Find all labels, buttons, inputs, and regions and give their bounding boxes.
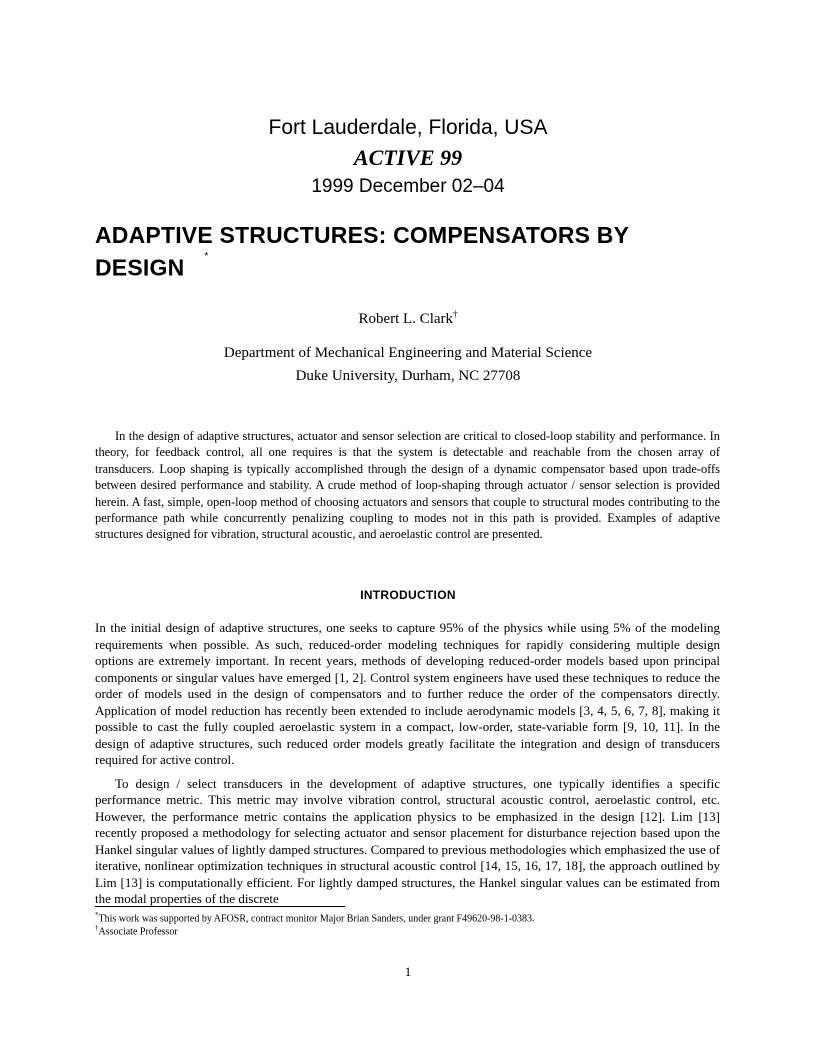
author-footnote-mark: † <box>453 309 458 319</box>
section-heading: INTRODUCTION <box>360 588 456 602</box>
abstract-text: In the design of adaptive structures, actuator and sensor selection are critical to closed-loop stability and performance. In theory, for feedback control, all one requires is that the system is detectable and reachable from the chosen array of transducers. Loop shaping is typically accomplished through the design of a dynamic compensator based upon trade-offs between desired performance and stability. A crude method of loop-shaping through actuator / sensor selection is provided herein. A fast, simple, open-loop method of choosing actuators and sensors that couple to structural modes contributing to the performance path while concurrently penalizing coupling to modes not in this path is provided. Examples of adaptive structures designed for vibration, structural acoustic, and aeroelastic control are presented. <box>95 429 720 542</box>
affiliation-department: Department of Mechanical Engineering and Material Science <box>223 345 593 361</box>
affiliation-university: Duke University, Durham, NC 27708 <box>295 368 521 384</box>
conference-location: Fort Lauderdale, Florida, USA <box>268 116 548 139</box>
paper-title-line2: DESIGN <box>95 254 185 281</box>
abstract <box>95 428 720 543</box>
paper-title-line1: ADAPTIVE STRUCTURES: COMPENSATORS BY <box>95 222 630 248</box>
footnote-text: Associate Professor <box>98 926 178 938</box>
author-name: Robert L. Clark <box>358 311 454 327</box>
paper-title <box>95 220 735 283</box>
conference-dates: 1999 December 02–04 <box>311 176 505 197</box>
footnote-text: This work was supported by AFOSR, contract monitor Major Brian Sanders, under grant F49620-98-1-0383. <box>98 913 535 925</box>
conference-name: ACTIVE 99 <box>353 145 463 170</box>
body-paragraph: In the initial design of adaptive structures, one seeks to capture 95% of the physics while using 5% of the modeling requirements when possible. As such, reduced-order modeling techniques for rapidly considering multiple design options are extremely important. In recent years, methods of developing reduced-order models based upon principal components or singular values have emerged [1, 2]. Control system engineers have used these techniques to reduce the order of models used in the design of compensators and to further reduce the order of the compensators directly. Application of model reduction has recently been extended to include aerodynamic models [3, 4, 5, 6, 7, 8], making it possible to cast the fully coupled aeroelastic system in a compact, low-order, state-variable form [9, 10, 11]. In the design of adaptive structures, such reduced order models greatly facilitate the integration and design of transducers required for active control. <box>95 620 720 767</box>
body-paragraph: To design / select transducers in the development of adaptive structures, one typically identifies a specific performance metric. This metric may involve vibration control, structural acoustic control, aeroelastic control, etc. However, the performance metric contains the application physics to be emphasized in the design [12]. Lim [13] recently proposed a methodology for selecting actuator and sensor placement for disturbance rejection based upon the Hankel singular values of lightly damped structures. Compared to previous methodologies which emphasized the use of iterative, nonlinear optimization techniques in structural acoustic control [14, 15, 16, 17, 18], the approach outlined by Lim [13] is computationally efficient. For lightly damped structures, the Hankel singular values can be estimated from the modal properties of the discrete <box>95 775 720 906</box>
footnote-divider <box>95 906 345 907</box>
footnote-funding <box>95 911 720 924</box>
body-text <box>95 620 720 915</box>
author-line <box>0 309 816 328</box>
title-footnote-mark: * <box>204 251 209 262</box>
footnote-mark: † <box>95 924 99 932</box>
page-number: 1 <box>404 964 412 979</box>
footnote-position <box>95 924 720 937</box>
footnote-mark: * <box>95 911 99 919</box>
